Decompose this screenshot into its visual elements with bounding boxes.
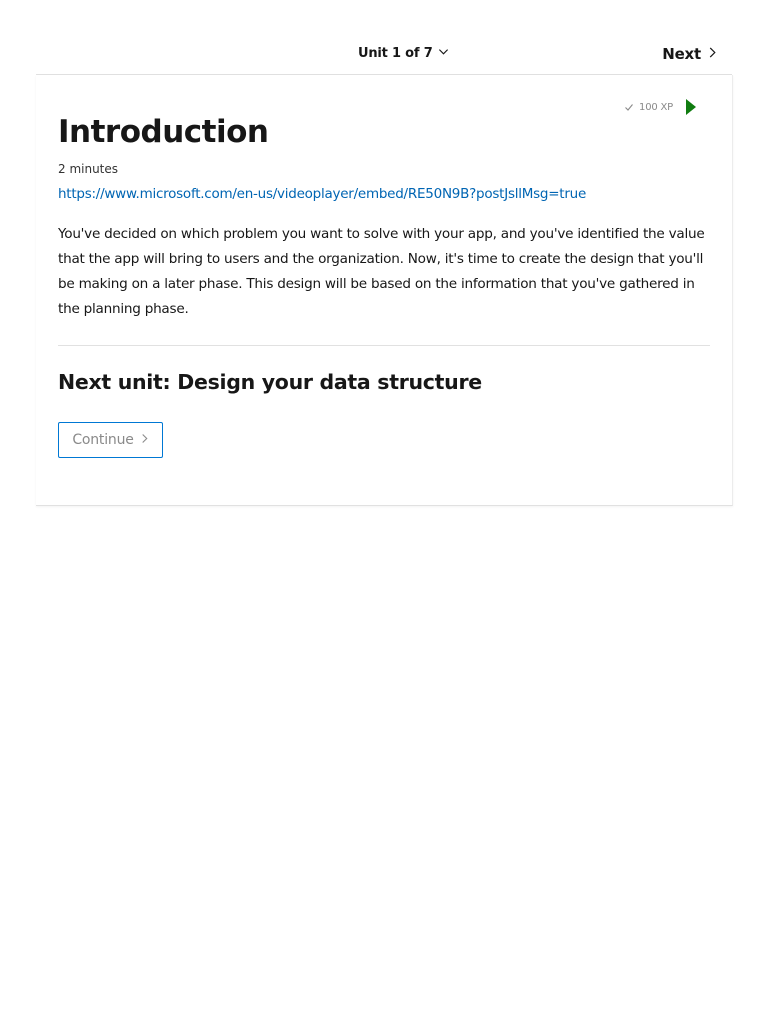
- xp-label: 100 XP: [639, 101, 673, 113]
- xp-indicator: [624, 99, 696, 115]
- checkmark-icon: [624, 102, 634, 112]
- unit-selector-label: Unit 1 of 7: [358, 46, 433, 61]
- unit-navigation-bar: [36, 36, 732, 74]
- unit-content-card: [36, 75, 733, 506]
- video-link[interactable]: https://www.microsoft.com/en-us/videoplayer/embed/RE50N9B?postJsllMsg=true: [58, 186, 586, 202]
- duration-label: 2 minutes: [58, 162, 119, 176]
- continue-button[interactable]: [58, 422, 163, 458]
- unit-selector[interactable]: [358, 46, 449, 61]
- next-unit-heading: Next unit: Design your data structure: [58, 370, 482, 394]
- chevron-right-icon: [140, 432, 149, 448]
- page-title: Introduction: [58, 114, 269, 150]
- section-divider: [58, 345, 710, 346]
- next-label: Next: [662, 45, 701, 63]
- continue-label: Continue: [72, 432, 134, 448]
- unit-body-text: You've decided on which problem you want to solve with your app, and you've identified the value that the app will bring to users and the organization. Now, it's time to create the design that you'll be making on a later phase. This design will be based on the information that you've gathered in the planning phase.: [58, 226, 705, 317]
- play-icon[interactable]: [686, 99, 696, 115]
- chevron-right-icon: [707, 45, 718, 63]
- chevron-down-icon: [438, 46, 449, 61]
- next-link[interactable]: [662, 45, 718, 63]
